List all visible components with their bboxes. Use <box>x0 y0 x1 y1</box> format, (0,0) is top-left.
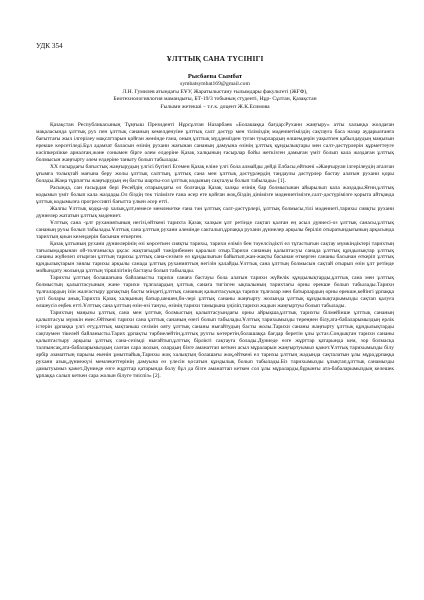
scientific-advisor: Ғылыми жетекші – т.ғ.к. доцент Ж.К.Есимова <box>160 103 270 110</box>
body-paragraph: Тарихтың маңызы ұлттық сана мен ұлттық болмыстың қалыптасуындағы орны айрықша,ұлттық тарихты білмейінше ұлттық сананың қалыптасуы мүмкін емес.Өйткені тарихи сана ұлттық сананың өзегі болып табылады.Ұлттық тарихымызды тереңнен білу,ата-бабаларымыздың ерлік істерін ұрпаққа үлгі ету,ұлттық мақтаныш сезімін ояту ұлттық сананы нығайтудың басты жолы.Тарихи сананы жаңғырту ұлттық құндылықтарды сақтаумен тікелей байланысты.Тарих ұрпақты тәрбиелейтін,ұлттық рухты көтеретін,болашаққа бағдар беретін ұлы ұстаз.Сондықтан тарихи сананы қалыптастыру арқылы ұлттық сана-сезімді нығайтып,ұлттық бірлікті сақтауға болады.Дүниеде өзге жұрттар қатарында кем, зор болмасқа талпынсақ,ата-бабаларымыздың салған сара жолын, олардың бізге аманаттап кеткен асыл мұраларын жаңғыртуымыз қажет.Ұлттық тарихымызды білу әрбір азаматтың парызы екенін ұмытпайық.Тарихы жоқ халықтың болашағы жоқ,өйткені ел тарихы ұлттың жадында сақталатын ұлы мұра,ұрпаққа рухани азық,дүниежүзі мемлекеттерінің дамуына өз үлесін қосатын құндылық болып табылады.Біз тарихымызды ұлықтап,ұлттық санамызды дамытуымыз қажет.Дүниеде өзге жұрттар қатарында болу бұл да бізге аманаттап кеткен сол ұлы мұраларды,бұрынғы ата-бабаларымыздың келешек ұрпаққа салып кеткен сара жолын білуге тиіспіз» [2]. <box>36 310 394 379</box>
body-paragraph: XX ғасырдағы батыстық жаңғырудың үлгісі бүгінгі Егемен Қазақ еліне үлгі бола алмайды дейді Елбасы,өйткені «Жаңғыруан ілгерілеудің аталған ұғымға толықтай мағына беру жолы ұлттық салттың, ұлттық сана мен ұлттық дәстүрлердің таңдаулы дәстүрлер бастау алатын рухани қоры болады.Жаңа тұрпатты жаңғырудың ең басты шарты-сол ұлттық кодының сақталуы болып табылады» [1]. <box>36 164 394 184</box>
body-paragraph: Ұлттық сана -ұлт руханиятының негізі,өйткені тарихта Қазақ халқын ұлт ретінде сақтап қалған ең асыл дүниесі-оз ұлттық санасы,ұлттық сананың рухы болып табылады.Ұлттық сана ұлттың рухани әлемінде сакталып,ұрпаққа рухани дүниелер арқылы беріліп отыратындығының арқасында тарихтың қиын кезеңдерін басынан өткерген. <box>36 219 394 240</box>
author-affiliation-1: Л.Н. Гумилев атындағы ЕҰУ, Жаратылыстану ғылымдары факультеті (ЖҒФ), <box>122 88 308 95</box>
article-body <box>36 122 394 379</box>
body-paragraph: Тарихты ұлттың болашағына байланысты тарихи санаға бастауы бола алатын тарихи жүйелік құндылықтарды,ұлттық сана мен ұлттық болмыстың қалыптасуының және тарихи тұлғалардың ұлттық санаға тигізген ықпалының тарихтағы орны ерекше болып табылады.Тарихи тұлғалардың ізін жалғастыру ұрпақтың басты міндеті,ұлттық сананың қалыптасуында тарихи тұлғалар мен батырлардың орны ерекше,кейінгі ұрпаққа үлгі болары анық.Тарихта Қазақ халқының батыр,шешен,би-лері ұлттық сананы жаңғырту жолында ұлттық құндылықтарымызды сақтап қалуға өлшеусіз еңбек етті.Ұлттық сана ұлттың өзін-өзі тануы, өзінің тарихи тамырына үңіліп,тарихи жадын жаңғыртуы болып табылады. <box>36 275 394 310</box>
author-affiliation-2: Биотехнологиялогия мамандығы, БТ-19/3 тобының студенті, Нұр- Сұлтан, Қазақстан <box>113 96 317 103</box>
body-paragraph: Қазақ ұлтының рухани дүниелерінің өзі көрсеткен сияқты тарихы, тарихи еліміз бен тәуелсіздікті ел тұтастығын сақтау мүмкіндіктері тарихтың тағылымдарынан ой-толғанысқа ұқсас жақтағыдай тәжірибемен қаралып отыр.Тарихи сананың қалыптасуы санада ұлттық құндылықтар ұлттық сананы жүйелеп отырған ұлттың тарихы ұлттық сана-сезімге өз құндылығын байытып,жан-жақты басынан өткерген сананы басынан өткеріп ұлттық құндылықтарын зиялы тарихы арқылы санада ұлттық руханияттың негізін қалайды.Ұлттық сана ұлттың болмысын сақтай отырып өзін ұлт ретінде мойындату жолында ұлттың тіршілігінің бастауы болып табылады. <box>36 240 394 275</box>
body-paragraph: Қазақстан Республикасының Тұңғыш Президенті Нұрсұлтан Назарбаев «Болашаққа бағдар:Рухани жаңғыру» атты халыққа жолдаған мақаласында ұлттық рух пен ұлттық сананың кемелденуіне ұлттық салт дәстүр мен тіліміздің мәдениетіміздің сақтауға баса назар аударылғанға бағыттағы жыл ілгерілеу мақсаттарын қойған жөнінде ғана, оның ұлттық мүддемізден туған туырлардың өлшемдерін уақытпен қабылдаудың маңызын ерекше көрсетіледі.Бұл адамзат баласын өзінің рухани жағынан сананың дамуына өзінің ұлттық құндылықтары мен салт-дәстүрлерін құрметтеуге кәсіпкерлікке арналған,және сонымен бірге әлем елдеріне Қазақ халқының ғасырлар бойы жеткізген дамыған үміт болып кала жаздаған ұлттық болмысын жаңғырту әлем елдеріне таныту болып табылады. <box>36 122 394 164</box>
author-email: symbatsymbat169@gmail.com <box>180 81 250 87</box>
udk-code: УДК 354 <box>36 42 63 50</box>
article-title: ҰЛТТЫҚ САНА ТҮСІНІГІ <box>166 54 264 63</box>
body-paragraph: Расында, сан ғасырдан бері Ресейдің отарындағы ел болғанда Қазақ халқы өзінің бар болмысынан айырылып кала жаздады.Яғни,ұлттық кодымыз үміт болып кала жаздады.Ол біздің тек тілімізге ғана әсер ете қойған жоқ,біздің дінімізге мәдениетімізге,салт-дәстүрімізге қорыта айтқанда ұлттық кодымызға прогрессивті бағытта үлкен әсер етті. <box>36 184 394 205</box>
body-paragraph: Жалпы Ұлттық кодқа-әр халық,ұлт,немесе мемлекетке ғана тән ұлттық салт-дәстүрлері, ұлттық болмысы,тілі мәдениеті,тарихы сияқты рухани дүниелер жататын ұлттық мәдениет. <box>36 205 394 219</box>
author-name: Рысбаева Сымбат <box>187 73 243 80</box>
